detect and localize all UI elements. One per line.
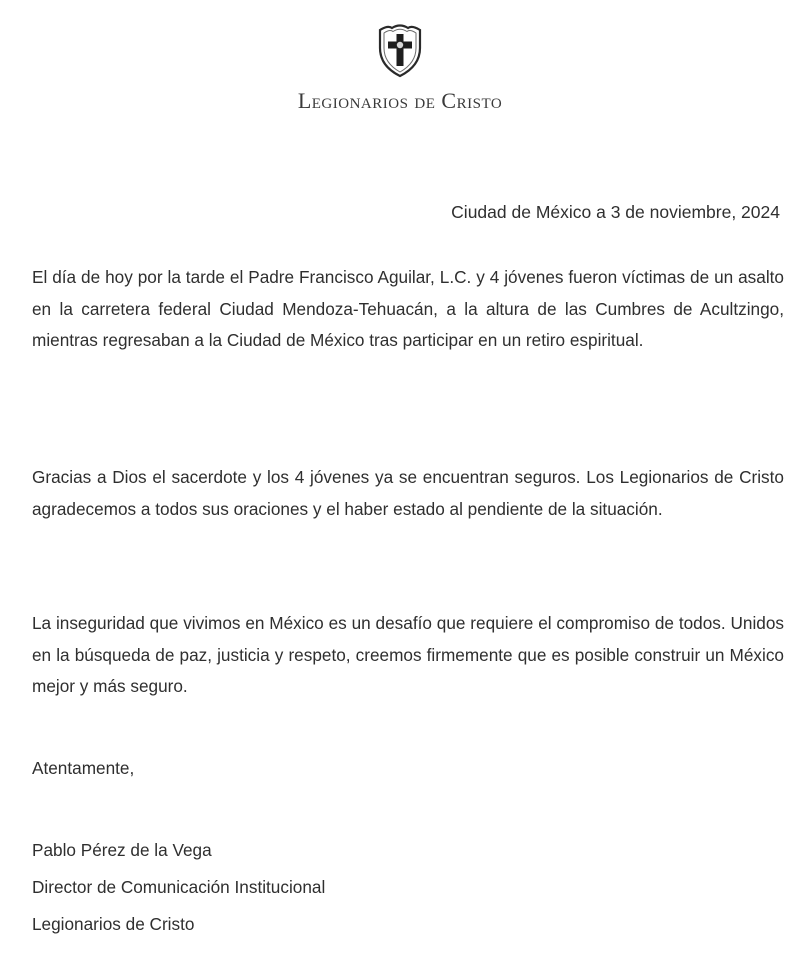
paragraph-incident: El día de hoy por la tarde el Padre Francisco Aguilar, L.C. y 4 jóvenes fueron víctimas de un asalto en la carretera federal Ciudad Mendoza-Tehuacán, a la altura de las Cumbres de Acultzingo, mientras regresaban a la Ciudad de México tras participar en un retiro espiritual. — [32, 267, 784, 350]
signatory-name: Pablo Pérez de la Vega — [32, 840, 212, 860]
signatory-title: Director de Comunicación Institucional — [32, 877, 326, 897]
signatory-organization: Legionarios de Cristo — [32, 914, 195, 934]
closing: Atentamente, — [32, 758, 135, 778]
date-line: Ciudad de México a 3 de noviembre, 2024 — [451, 202, 780, 222]
signature-block — [32, 832, 325, 943]
paragraph-insecurity: La inseguridad que vivimos en México es un desafío que requiere el compromiso de todos. Unidos en la búsqueda de paz, justicia y respeto, creemos firmemente que es posible construir un México mejor y más seguro. — [32, 613, 784, 696]
letterhead — [0, 22, 800, 114]
paragraph-thanks: Gracias a Dios el sacerdote y los 4 jóvenes ya se encuentran seguros. Los Legionarios de Cristo agradecemos a todos sus oraciones y el haber estado al pendiente de la situación. — [32, 467, 784, 519]
shield-cross-icon — [374, 22, 426, 78]
organization-name: Legionarios de Cristo — [297, 88, 503, 113]
